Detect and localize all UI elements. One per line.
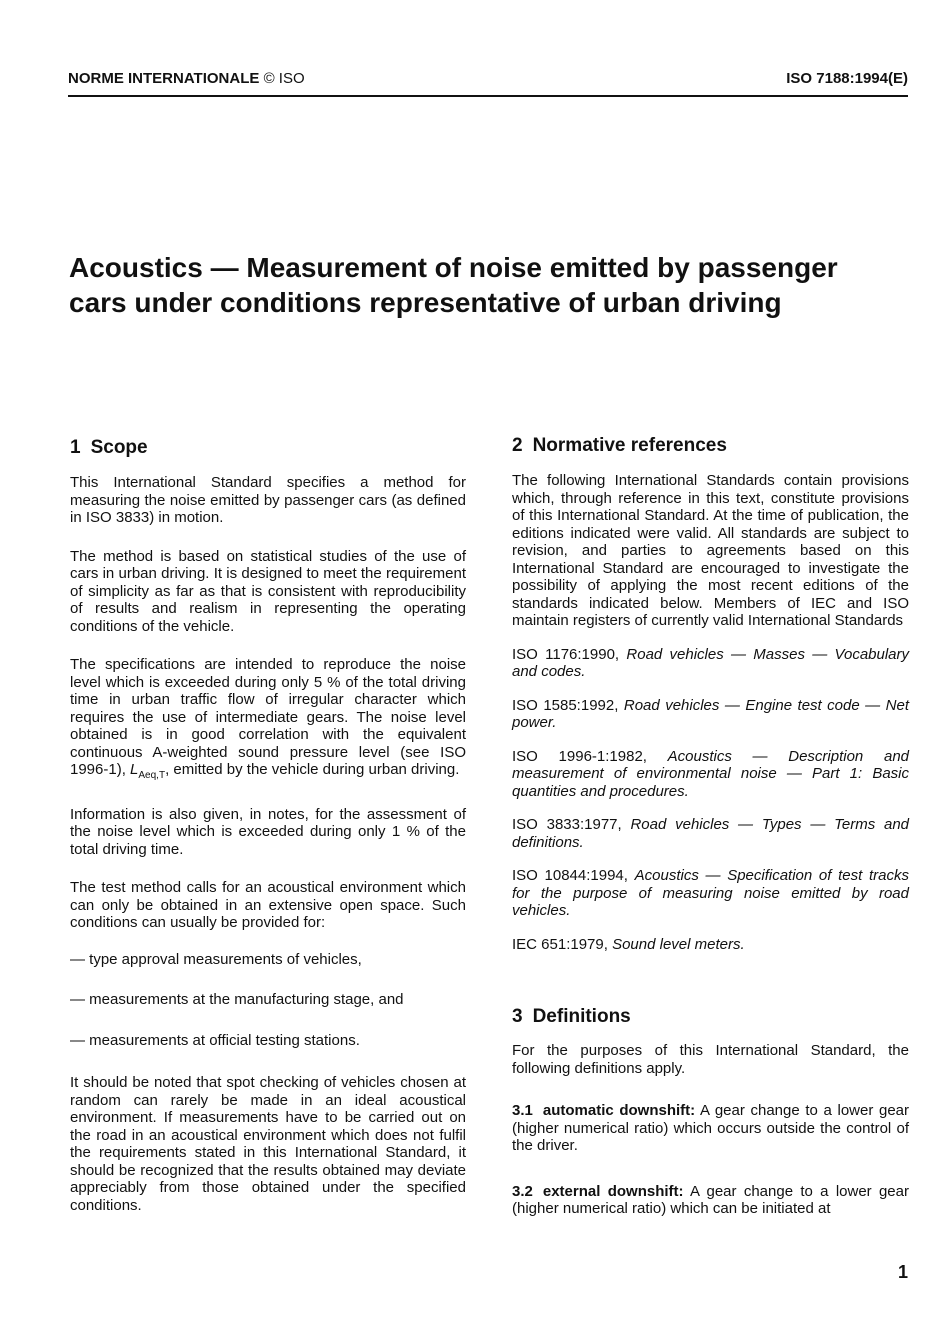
reference-item	[512, 748, 909, 801]
scope-paragraph-3-end: , emitted by the vehicle during urban driving.	[165, 761, 460, 778]
reference-item	[512, 867, 909, 920]
scope-paragraph-3-text: The specifications are intended to reproduce the noise level which is exceeded during only 5 % of the total driving time in urban traffic flow of irregular character which requires the use of intermediate gears. The noise level obtained is in good correlation with the equivalent continuous A-weighted sound pressure level (see ISO 1996-1),	[70, 656, 466, 778]
scope-heading	[70, 436, 466, 460]
scope-list-item-2: — measurements at the manufacturing stage, and	[70, 991, 404, 1008]
definitions-number: 3	[512, 1006, 523, 1027]
scope-paragraph-1: This International Standard specifies a method for measuring the noise emitted by passenger cars (as defined in ISO 3833) in motion.	[70, 474, 466, 526]
normative-heading	[512, 434, 909, 458]
reference-item	[512, 936, 909, 954]
header-copyright: © ISO	[263, 70, 305, 87]
page-number: 1	[897, 1262, 908, 1282]
reference-code: ISO 1585:1992,	[512, 696, 619, 714]
header-rule	[68, 95, 908, 97]
document-title	[69, 250, 909, 320]
reference-code: ISO 1176:1990,	[512, 645, 620, 663]
normative-title: Normative references	[532, 435, 727, 456]
reference-item	[512, 816, 909, 851]
title-line-1: Acoustics — Measurement of noise emitted by passenger	[69, 252, 838, 283]
normative-intro: The following International Standards contain provisions which, through reference in this text, constitute provisions of this International Standard. At the time of publication, the editions indicated were valid. All standards are subject to revision, and parties to agreements based on this International Standard are encouraged to investigate the possibility of applying the most recent editions of the standards indicated below. Members of IEC and ISO maintain registers of currently valid International Standards	[512, 472, 909, 629]
definition-text: A gear change to a lower gear (higher numerical ratio) which occurs outside the control of the driver.	[512, 1102, 910, 1154]
definitions-intro: For the purposes of this International Standard, the following definitions apply.	[512, 1042, 909, 1077]
definitions-heading	[512, 1005, 909, 1029]
header-left	[68, 70, 305, 88]
right-column	[512, 434, 909, 1218]
scope-list-item-1: — type approval measurements of vehicles,	[70, 950, 362, 968]
definition-item	[512, 1102, 909, 1155]
definition-item	[512, 1183, 909, 1218]
scope-paragraph-5: The test method calls for an acoustical environment which can only be obtained in an extensive open space. Such conditions can usually be provided for:	[70, 879, 466, 931]
definition-number: 3.1	[512, 1102, 533, 1119]
laeq-symbol-subscript: Aeq,T	[138, 770, 166, 781]
scope-title: Scope	[90, 437, 148, 458]
definition-text: A gear change to a lower gear (higher numerical ratio) which can be initiated at	[512, 1182, 909, 1217]
scope-paragraph-6: It should be noted that spot checking of vehicles chosen at random can rarely be made in an ideal acoustical environment. If measurements have to be carried out on the road in an acoustical environment which does not fulfil the requirements stated in this International Standard, it should be recognized that the results obtained may deviate appreciably from those obtained under the specified conditions.	[70, 1074, 466, 1214]
scope-number: 1	[70, 437, 81, 458]
laeq-symbol	[130, 761, 166, 781]
reference-title: Acoustics — Specification of test tracks for the purpose of measuring noise emitted by road vehicles.	[512, 867, 909, 919]
scope-paragraph-4: Information is also given, in notes, for the assessment of the noise level which is exceeded during only 1 % of the total driving time.	[70, 805, 466, 858]
reference-title: Road vehicles — Types — Terms and definitions.	[512, 816, 910, 851]
reference-code: ISO 3833:1977,	[512, 816, 622, 833]
laeq-symbol-letter: L	[130, 761, 139, 778]
scope-list-item-3: — measurements at official testing stations.	[70, 1031, 360, 1049]
scope-paragraph-3	[70, 656, 466, 785]
reference-code: IEC 651:1979,	[512, 935, 608, 953]
reference-title: Road vehicles — Masses — Vocabulary and codes.	[512, 645, 910, 680]
reference-code: ISO 10844:1994,	[512, 867, 628, 884]
reference-title: Acoustics — Description and measurement of environmental noise — Part 1: Basic quantities and procedures.	[512, 747, 909, 800]
normative-number: 2	[512, 435, 523, 456]
left-column	[70, 434, 466, 1214]
definitions-title: Definitions	[532, 1006, 631, 1027]
reference-title: Sound level meters.	[612, 935, 745, 953]
title-line-2: cars under conditions representative of urban driving	[69, 287, 782, 318]
header-standard-label: NORME INTERNATIONALE	[68, 70, 260, 87]
reference-item	[512, 646, 909, 681]
header-standard-number: ISO 7188:1994(E)	[786, 70, 908, 87]
reference-item	[512, 697, 909, 732]
definition-term: external downshift:	[542, 1182, 684, 1200]
reference-title: Road vehicles — Engine test code — Net power.	[512, 696, 909, 731]
definition-number: 3.2	[512, 1182, 533, 1200]
running-header	[68, 70, 908, 90]
reference-code: ISO 1996-1:1982,	[512, 747, 647, 765]
scope-paragraph-2: The method is based on statistical studies of the use of cars in urban driving. It is designed to meet the requirement of simplicity as far as that is consistent with reproducibility of results and realism in representing the operating conditions of the vehicle.	[70, 547, 466, 635]
definition-term: automatic downshift:	[542, 1102, 696, 1119]
